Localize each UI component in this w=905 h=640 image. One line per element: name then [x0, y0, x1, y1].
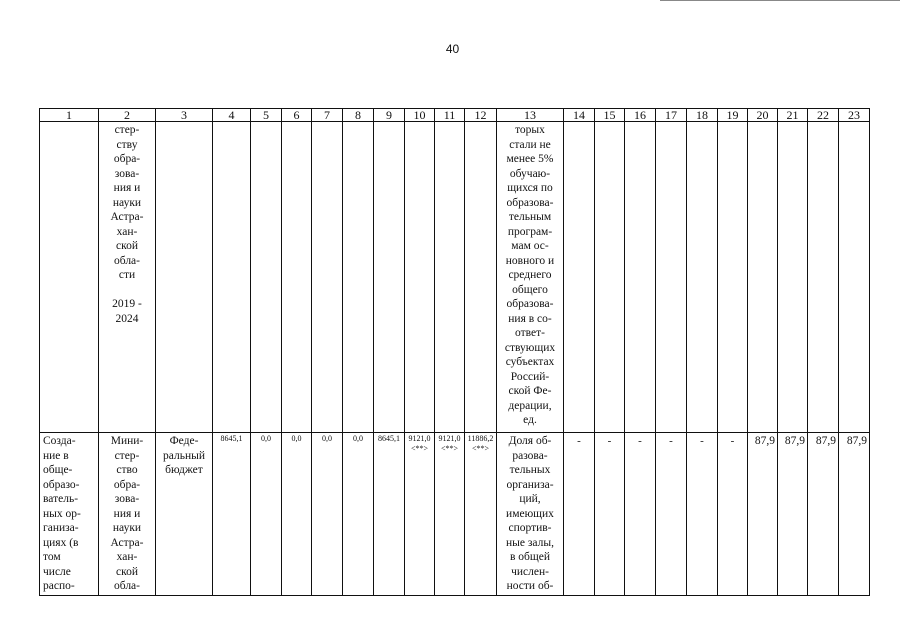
row2-executor-cell: Мини- стер- ство обра- зова- ния и науки Астра- хан- ской обла-: [99, 433, 156, 596]
row1-cell: [808, 122, 839, 433]
row1-cell: [748, 122, 778, 433]
row1-cell: [687, 122, 718, 433]
row2-indicator-value: 87,9: [748, 433, 778, 596]
program-table: [39, 108, 870, 596]
row1-cell: [251, 122, 282, 433]
row1-cell: [656, 122, 687, 433]
row1-cell: [343, 122, 374, 433]
row1-cell: [405, 122, 435, 433]
row1-cell: [839, 122, 870, 433]
header-cell: 8: [343, 109, 374, 122]
header-cell: 18: [687, 109, 718, 122]
header-cell: 22: [808, 109, 839, 122]
row2-year-cell: 0,0: [312, 433, 343, 596]
row2-indicator-value: 87,9: [778, 433, 808, 596]
row2-source-cell: Феде- ральный бюджет: [156, 433, 213, 596]
top-rule: [660, 0, 900, 1]
row2-year-cell: 0,0: [282, 433, 312, 596]
header-cell: 2: [99, 109, 156, 122]
row2-total-cell: 8645,1: [213, 433, 251, 596]
row2-year-cell: 9121,0 <**>: [435, 433, 465, 596]
header-cell: 14: [564, 109, 595, 122]
header-cell: 10: [405, 109, 435, 122]
row2-indicator-value: -: [595, 433, 625, 596]
header-cell: 21: [778, 109, 808, 122]
table-row: [40, 433, 870, 596]
row1-cell: [718, 122, 748, 433]
header-cell: 4: [213, 109, 251, 122]
row2-indicator-value: -: [718, 433, 748, 596]
row2-indicator-value: -: [625, 433, 656, 596]
row1-cell: [564, 122, 595, 433]
header-cell: 13: [497, 109, 564, 122]
row2-indicator-value: -: [564, 433, 595, 596]
header-cell: 3: [156, 109, 213, 122]
header-cell: 6: [282, 109, 312, 122]
row1-source-cell: [156, 122, 213, 433]
row2-indicator-value: -: [687, 433, 718, 596]
row2-indicator-value: 87,9: [808, 433, 839, 596]
header-cell: 16: [625, 109, 656, 122]
header-cell: 11: [435, 109, 465, 122]
row2-year-cell: 0,0: [343, 433, 374, 596]
header-cell: 7: [312, 109, 343, 122]
row2-year-cell: 11886,2 <**>: [465, 433, 497, 596]
row1-cell: [213, 122, 251, 433]
row1-cell: [282, 122, 312, 433]
header-cell: 12: [465, 109, 497, 122]
header-cell: 9: [374, 109, 405, 122]
header-cell: 1: [40, 109, 99, 122]
row1-cell: [595, 122, 625, 433]
header-cell: 15: [595, 109, 625, 122]
row2-year-cell: 9121,0 <**>: [405, 433, 435, 596]
row1-cell: [435, 122, 465, 433]
row2-activity-cell: Созда- ние в обще- образо- ватель- ных ор- ганиза- циях (в том числе распо-: [40, 433, 99, 596]
page-number: 40: [445, 42, 460, 56]
row1-executor-cell: стер- ству обра- зова- ния и науки Астра- хан- ской обла- сти 2019 - 2024: [99, 122, 156, 433]
row2-year-cell: 0,0: [251, 433, 282, 596]
table-row: [40, 122, 870, 433]
row2-indicator-value: -: [656, 433, 687, 596]
header-row: [40, 109, 870, 122]
row1-cell: [374, 122, 405, 433]
row2-indicator-cell: Доля об- разова- тельных организа- ций, имеющих спортив- ные залы, в общей числен- ности об-: [497, 433, 564, 596]
row1-indicator-cell: торых стали не менее 5% обучаю- щихся по образова- тельным програм- мам ос- новного и среднего общего образова- ния в со- ответ- ствующих субъектах Россий- ской Фе- дерации, ед.: [497, 122, 564, 433]
row2-indicator-value: 87,9: [839, 433, 870, 596]
header-cell: 20: [748, 109, 778, 122]
header-cell: 17: [656, 109, 687, 122]
header-cell: 5: [251, 109, 282, 122]
row1-cell: [465, 122, 497, 433]
row2-year-cell: 8645,1: [374, 433, 405, 596]
row1-cell: [625, 122, 656, 433]
row1-activity-cell: [40, 122, 99, 433]
row1-cell: [778, 122, 808, 433]
header-cell: 19: [718, 109, 748, 122]
header-cell: 23: [839, 109, 870, 122]
row1-cell: [312, 122, 343, 433]
